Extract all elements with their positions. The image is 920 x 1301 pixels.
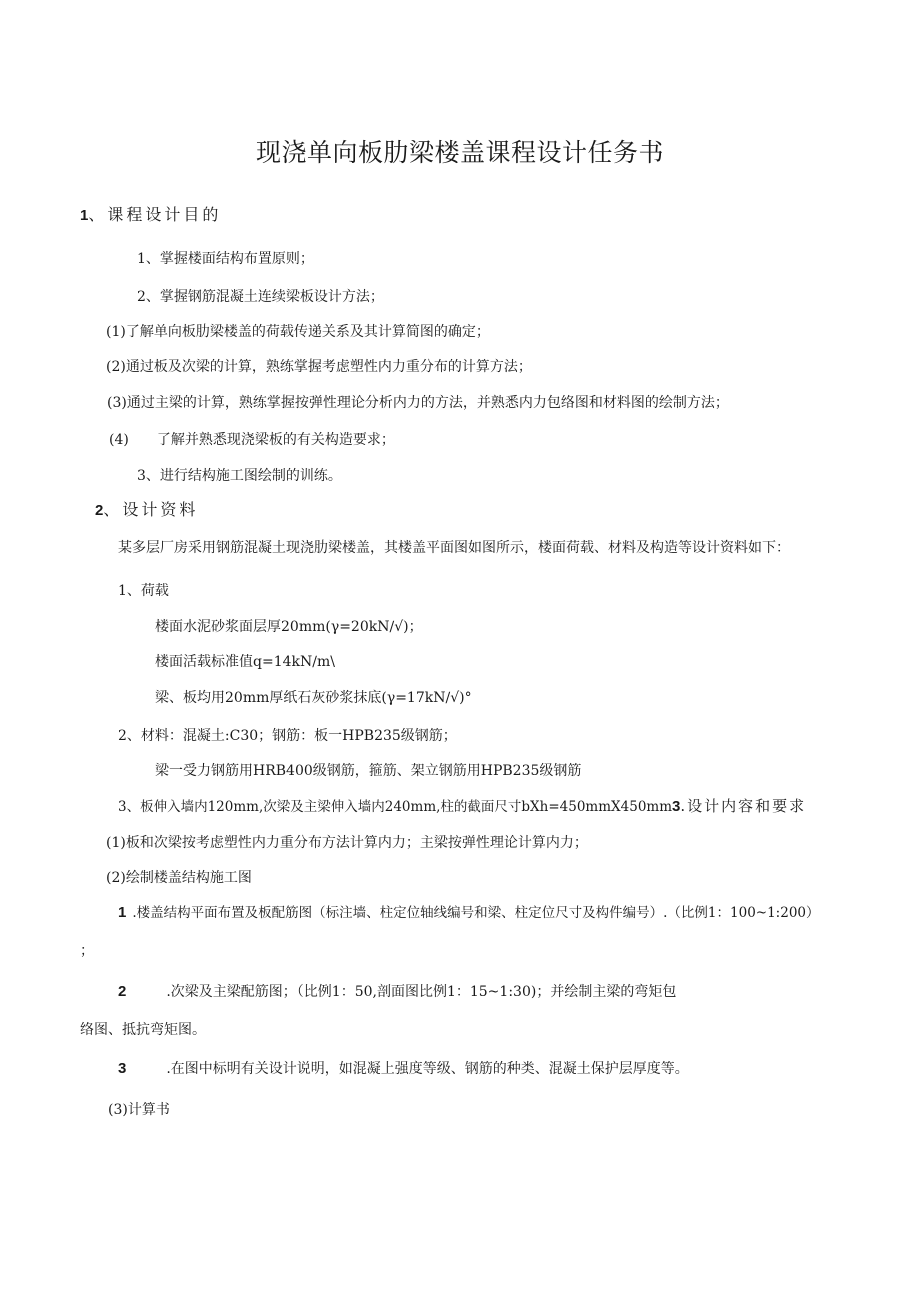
- design-data-intro: 某多层厂房采用钢筋混凝土现浇肋梁楼盖，其楼盖平面图如图所示，楼面荷载、材料及构造等设计资料如下：: [118, 540, 790, 556]
- wall-dimension-item: 3、板伸入墙内120mm,次梁及主梁伸入墙内240mm,柱的截面尺寸bXh=450mmX450mm: [118, 799, 673, 815]
- objective-2-sub-4: [109, 431, 395, 449]
- drawing-item-3: [118, 1060, 689, 1078]
- objective-2-sub-2: (2)通过板及次梁的计算，熟练掌握考虑塑性内力重分布的计算方法；: [106, 359, 532, 375]
- content-item-3: (3)计算书: [108, 1102, 170, 1118]
- material-item-2: 梁一受力钢筋用HRB400级钢筋，箍筋、架立钢筋用HPB235级钢筋: [155, 763, 582, 779]
- section-3-title: .设计内容和要求: [680, 797, 807, 815]
- drawing-item-1-end: ；: [80, 943, 94, 959]
- material-item-1: 2、材料：混凝土:C30；钢筋：板一HPB235级钢筋；: [118, 728, 457, 744]
- content-item-1: (1)板和次梁按考虑塑性内力重分布方法计算内力；主梁按弹性理论计算内力；: [106, 835, 588, 851]
- objective-3: 3、进行结构施工图绘制的训练。: [137, 468, 342, 484]
- item-3-and-section-3-heading: [118, 797, 806, 816]
- drawing-item-2-continuation: 络图、抵抗弯矩图。: [80, 1022, 206, 1038]
- page-title: 现浇单向板肋梁楼盖课程设计任务书: [255, 138, 664, 167]
- drawing-item-1-text: .楼盖结构平面布置及板配筋图（标注墙、柱定位轴线编号和梁、柱定位尺寸及构件编号）.（比例1：100~1:200）: [132, 905, 820, 921]
- drawing-item-1-number: 1: [118, 904, 127, 921]
- drawing-item-2-text: .次梁及主梁配筋图；（比例1：50,剖面图比例1：15~1:30)；并绘制主梁的弯矩包: [166, 984, 677, 1000]
- objective-2-sub-1: (1)了解单向板肋梁楼盖的荷载传递关系及其计算简图的确定；: [106, 324, 490, 340]
- content-item-2: (2)绘制楼盖结构施工图: [106, 870, 252, 886]
- objective-2-sub-4-number: (4): [109, 432, 129, 448]
- section-2-title: 、设计资料: [103, 500, 199, 519]
- objective-2-sub-4-text: 了解并熟悉现浇梁板的有关构造要求；: [156, 432, 395, 448]
- drawing-item-2: [118, 983, 676, 1001]
- section-1-title: 、课程设计目的: [88, 205, 222, 224]
- drawing-item-3-text: .在图中标明有关设计说明，如混凝上强度等级、钢筋的种类、混凝土保护层厚度等。: [166, 1061, 689, 1077]
- objective-1: 1、掌握楼面结构布置原则；: [137, 251, 314, 267]
- section-1-heading: [80, 206, 221, 225]
- load-item-2: 楼面活载标准值q=14kN∕m\: [155, 654, 335, 670]
- section-2-number: 2: [95, 502, 104, 519]
- section-1-number: 1: [80, 207, 89, 224]
- drawing-item-1: [118, 904, 820, 922]
- section-3-number: 3: [672, 798, 681, 815]
- load-item-3: 梁、板均用20mm厚纸石灰砂浆抹底(γ=17kN∕√)°: [155, 690, 472, 706]
- load-item-1: 楼面水泥砂浆面层厚20mm(γ=20kN∕√)；: [155, 619, 423, 635]
- load-heading: 1、荷载: [118, 583, 169, 599]
- section-2-heading: [95, 501, 198, 520]
- objective-2-sub-3: (3)通过主梁的计算，熟练掌握按弹性理论分析内力的方法，并熟悉内力包络图和材料图的绘制方法；: [107, 395, 729, 411]
- drawing-item-3-number: 3: [118, 1060, 127, 1077]
- objective-2: 2、掌握钢筋混凝土连续梁板设计方法；: [137, 289, 384, 305]
- drawing-item-2-number: 2: [118, 983, 127, 1000]
